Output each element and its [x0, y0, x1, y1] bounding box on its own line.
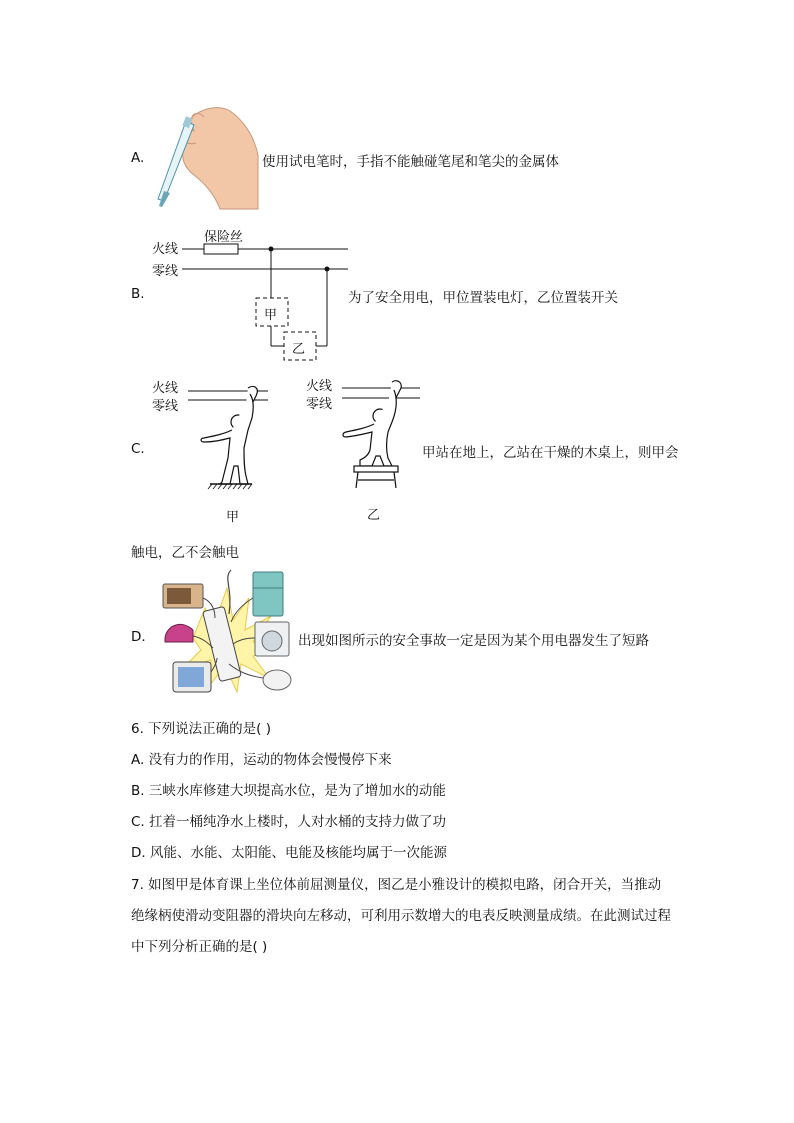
c-neutral-wire-label-right: 零线: [306, 397, 333, 412]
overloaded-socket-image: [153, 568, 299, 700]
option-d-letter: D.: [131, 629, 146, 645]
c-neutral-wire-label-left: 零线: [152, 399, 179, 414]
q6-option-a: A. 没有力的作用，运动的物体会慢慢停下来: [131, 752, 392, 768]
option-a-text: 使用试电笔时，手指不能触碰笔尾和笔尖的金属体: [262, 154, 559, 170]
yi-label: 乙: [292, 342, 306, 357]
q6-option-d: D. 风能、水能、太阳能、电能及核能均属于一次能源: [131, 845, 447, 861]
q6-option-b: B. 三峡水库修建大坝提高水位，是为了增加水的动能: [131, 783, 446, 799]
option-d-text: 出现如图所示的安全事故一定是因为某个用电器发生了短路: [298, 633, 649, 649]
wooden-table: [354, 466, 398, 488]
test-pen-hand-image: [150, 105, 262, 211]
live-wire-label: 火线: [152, 242, 179, 257]
neutral-wire-label: 零线: [152, 264, 179, 279]
fuse-symbol: [204, 244, 238, 254]
person-jia-figure: [201, 386, 257, 484]
question-7-line1: 7. 如图甲是体育课上坐位体前屈测量仪，图乙是小雅设计的模拟电路，闭合开关，当推动: [131, 877, 662, 893]
c-yi-label: 乙: [367, 508, 381, 523]
fuse-label: 保险丝: [204, 230, 244, 245]
c-live-wire-label-right: 火线: [306, 379, 333, 394]
c-live-wire-label-left: 火线: [152, 381, 179, 396]
option-c-text-line2: 触电，乙不会触电: [131, 545, 239, 561]
option-b-text: 为了安全用电，甲位置装电灯，乙位置装开关: [348, 290, 618, 306]
question-6-stem: 6. 下列说法正确的是( ): [131, 721, 271, 737]
question-7-line3: 中下列分析正确的是( ): [131, 939, 268, 955]
option-a-letter: A.: [131, 150, 145, 166]
question-7-line2: 绝缘柄使滑动变阻器的滑块向左移动，可利用示数增大的电表反映测量成绩。在此测试过程: [131, 908, 671, 924]
person-yi-figure: [343, 381, 401, 466]
option-b-letter: B.: [131, 286, 145, 302]
jia-label: 甲: [264, 308, 278, 323]
option-c-letter: C.: [131, 441, 145, 457]
electric-shock-diagram: [148, 372, 428, 527]
q6-option-c: C. 扛着一桶纯净水上楼时，人对水桶的支持力做了功: [131, 814, 447, 830]
household-circuit-diagram: [150, 222, 350, 362]
option-c-text-line1: 甲站在地上，乙站在干燥的木桌上，则甲会: [422, 445, 679, 461]
c-jia-label: 甲: [226, 510, 240, 525]
